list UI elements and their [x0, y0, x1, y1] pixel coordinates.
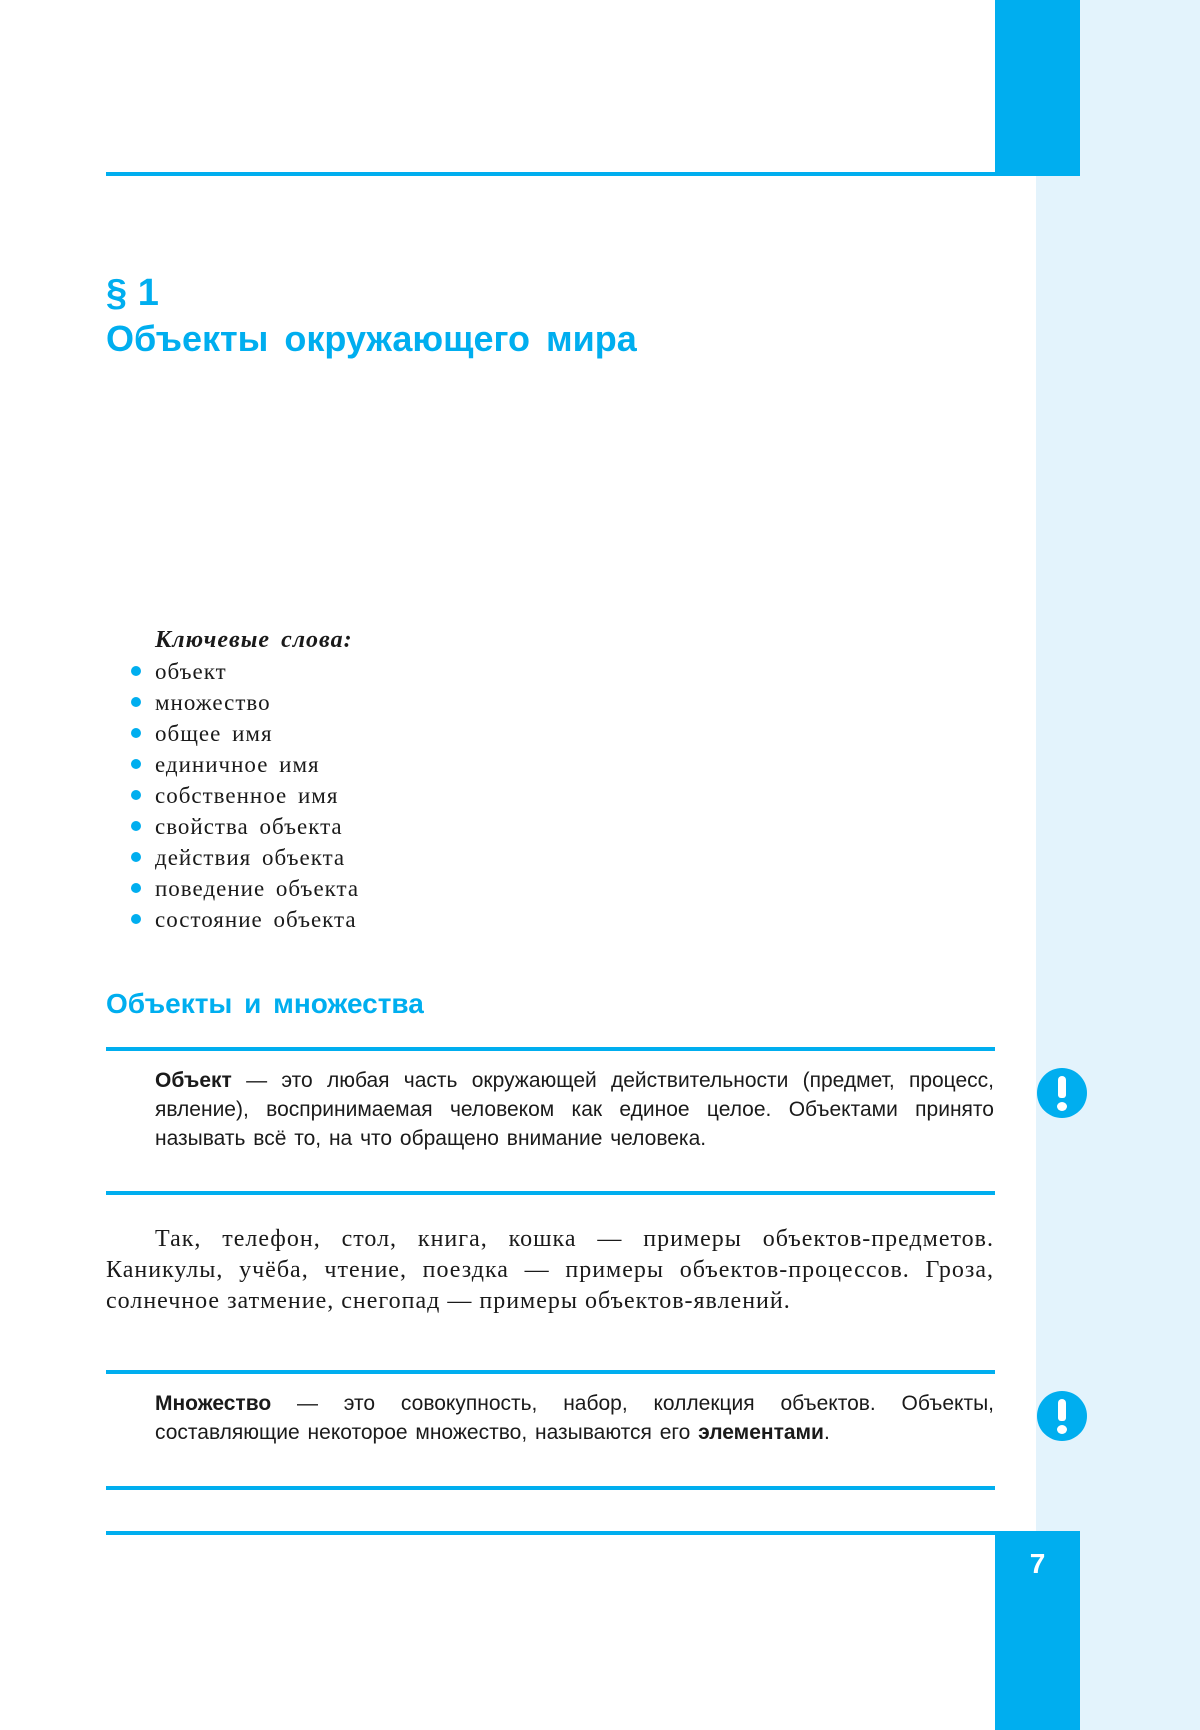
- keyword-item: [128, 904, 359, 935]
- definition-object: [155, 1066, 994, 1153]
- definition-rule-top: [106, 1370, 995, 1374]
- keyword-item: [128, 687, 359, 718]
- definition-text: — это любая часть окружающей действительности (предмет, процесс, явление), воспринимаемая человеком как единое целое. Объектами принято называть всё то, на что обращено внимание человека.: [155, 1069, 994, 1150]
- bullet-icon: [131, 914, 141, 924]
- bottom-rule: [106, 1531, 995, 1535]
- page-number: 7: [1029, 1548, 1046, 1579]
- keyword-label: единичное имя: [155, 752, 320, 777]
- exclamation-icon: [1037, 1391, 1087, 1441]
- bullet-icon: [131, 852, 141, 862]
- definition-rule-bottom: [106, 1486, 995, 1490]
- keyword-item: [128, 780, 359, 811]
- keyword-item: [128, 718, 359, 749]
- definition-set: [155, 1389, 994, 1447]
- keyword-label: поведение объекта: [155, 876, 360, 901]
- keywords-list: [128, 656, 359, 935]
- side-margin-strip: [1036, 0, 1200, 1730]
- keyword-item: [128, 656, 359, 687]
- keywords-label: Ключевые слова:: [155, 627, 353, 653]
- top-accent-block: [995, 0, 1080, 176]
- keyword-label: свойства объекта: [155, 814, 343, 839]
- keyword-label: общее имя: [155, 721, 273, 746]
- bullet-icon: [131, 790, 141, 800]
- bullet-icon: [131, 759, 141, 769]
- bullet-icon: [131, 666, 141, 676]
- keyword-item: [128, 842, 359, 873]
- keyword-label: действия объекта: [155, 845, 346, 870]
- exclamation-icon: [1037, 1068, 1087, 1118]
- bullet-icon: [131, 821, 141, 831]
- keyword-label: собственное имя: [155, 783, 339, 808]
- bullet-icon: [131, 728, 141, 738]
- definition-term: Объект: [155, 1069, 232, 1092]
- top-rule: [106, 172, 995, 176]
- definition-tail: .: [823, 1421, 830, 1444]
- keyword-label: объект: [155, 659, 227, 684]
- definition-rule-top: [106, 1047, 995, 1051]
- keywords-block: [128, 625, 359, 935]
- keyword-item: [128, 873, 359, 904]
- definition-term: Множество: [155, 1392, 272, 1415]
- definition-term-elements: элементами: [698, 1421, 824, 1444]
- definition-rule-bottom: [106, 1191, 995, 1195]
- section-number: § 1: [106, 272, 159, 314]
- bullet-icon: [131, 697, 141, 707]
- keyword-item: [128, 749, 359, 780]
- keyword-label: состояние объекта: [155, 907, 357, 932]
- subsection-title: Объекты и множества: [106, 988, 424, 1019]
- examples-paragraph: Так, телефон, стол, книга, кошка — примеры объектов-предметов. Каникулы, учёба, чтение, поездка — примеры объектов-процессов. Гроза, солнечное затмение, снегопад — примеры объектов-явлений.: [106, 1226, 994, 1314]
- keyword-item: [128, 811, 359, 842]
- keyword-label: множество: [155, 690, 271, 715]
- section-title: Объекты окружающего мира: [106, 318, 637, 359]
- definition-text: — это совокупность, набор, коллекция объектов. Объекты, составляющие некоторое множество, называются его: [155, 1392, 994, 1444]
- bullet-icon: [131, 883, 141, 893]
